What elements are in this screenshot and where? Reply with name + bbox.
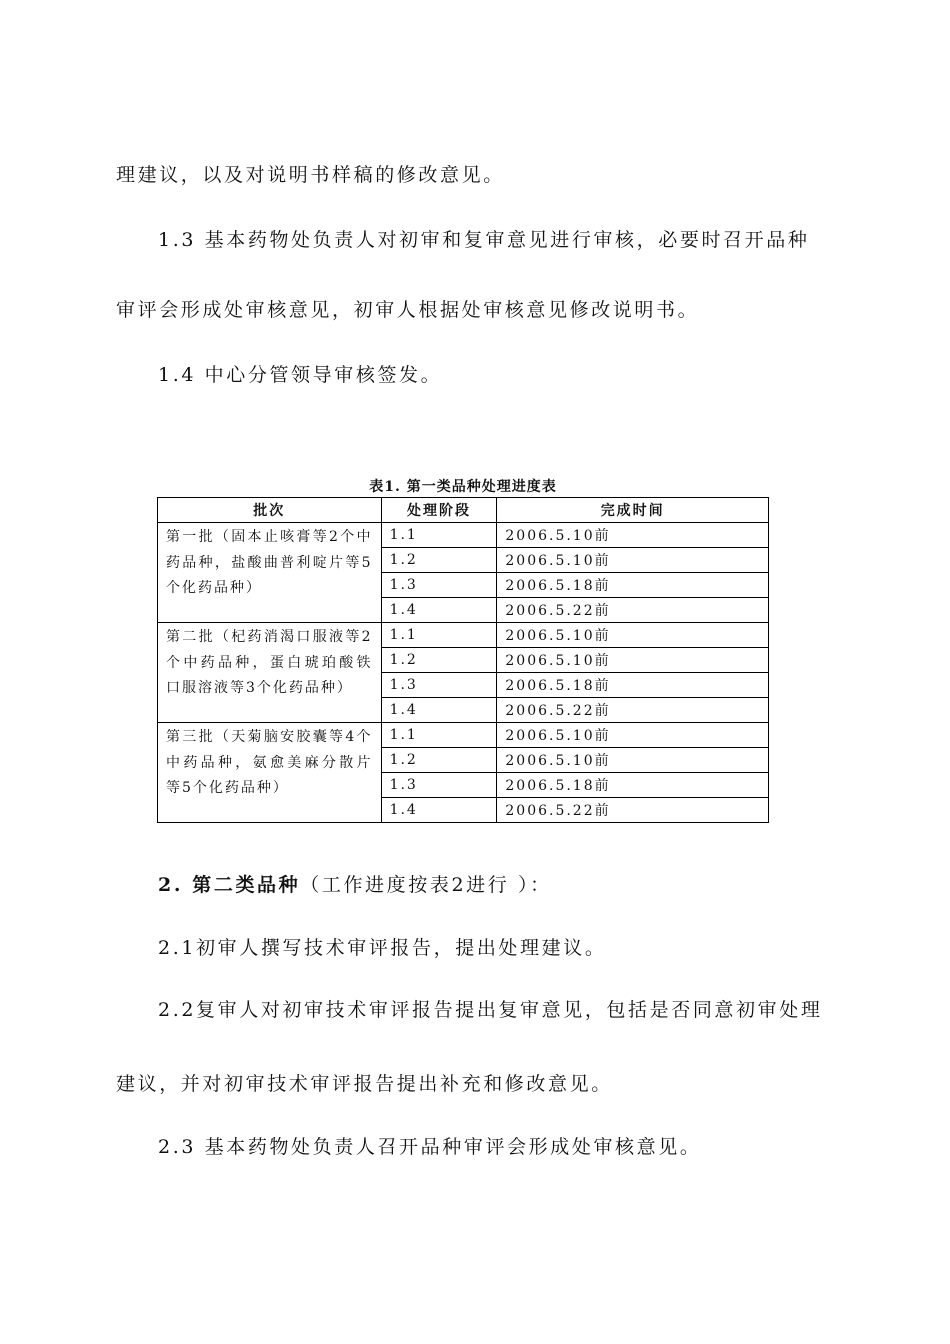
header-stage: 处理阶段 bbox=[381, 498, 497, 523]
stage-cell: 1.1 bbox=[381, 723, 497, 748]
header-batch: 批次 bbox=[158, 498, 382, 523]
date-cell: 2006.5.18前 bbox=[497, 673, 769, 698]
table-header-row bbox=[158, 498, 769, 523]
paragraph-2-3: 2.3 基本药物处负责人召开品种审评会形成处审核意见。 bbox=[158, 1136, 702, 1158]
date-cell: 2006.5.22前 bbox=[497, 698, 769, 723]
section-2-heading-note: （工作进度按表2进行 ）： bbox=[300, 874, 552, 896]
batch-cell: 第二批（杞药消渴口服液等2个中药品种，蛋白琥珀酸铁口服溶液等3个化药品种） bbox=[158, 623, 382, 723]
header-date: 完成时间 bbox=[497, 498, 769, 523]
date-cell: 2006.5.22前 bbox=[497, 798, 769, 823]
paragraph-1-3-line2: 审评会形成处审核意见，初审人根据处审核意见修改说明书。 bbox=[116, 299, 700, 321]
table-caption: 表1. 第一类品种处理进度表 bbox=[369, 479, 557, 495]
batch-cell: 第一批（固本止咳膏等2个中药品种，盐酸曲普利啶片等5个化药品种） bbox=[158, 523, 382, 623]
stage-cell: 1.3 bbox=[381, 573, 497, 598]
paragraph-1-4: 1.4 中心分管领导审核签发。 bbox=[158, 364, 443, 386]
date-cell: 2006.5.10前 bbox=[497, 723, 769, 748]
stage-cell: 1.1 bbox=[381, 623, 497, 648]
section-2-heading-line bbox=[158, 873, 552, 897]
paragraph-1-3-line1: 1.3 基本药物处负责人对初审和复审意见进行审核，必要时召开品种 bbox=[158, 229, 810, 251]
stage-cell: 1.3 bbox=[381, 773, 497, 798]
stage-cell: 1.4 bbox=[381, 798, 497, 823]
date-cell: 2006.5.18前 bbox=[497, 773, 769, 798]
stage-cell: 1.1 bbox=[381, 523, 497, 548]
table-row bbox=[158, 523, 769, 548]
stage-cell: 1.2 bbox=[381, 648, 497, 673]
stage-cell: 1.4 bbox=[381, 698, 497, 723]
table-row bbox=[158, 623, 769, 648]
date-cell: 2006.5.22前 bbox=[497, 598, 769, 623]
batch-cell: 第三批（天菊脑安胶囊等4个中药品种，氨愈美麻分散片等5个化药品种） bbox=[158, 723, 382, 823]
stage-cell: 1.2 bbox=[381, 548, 497, 573]
paragraph-2-2-line1: 2.2复审人对初审技术审评报告提出复审意见，包括是否同意初审处理 bbox=[158, 999, 823, 1021]
paragraph-2-2-line2: 建议，并对初审技术审评报告提出补充和修改意见。 bbox=[116, 1073, 613, 1095]
paragraph-continuation: 理建议，以及对说明书样稿的修改意见。 bbox=[116, 164, 505, 186]
date-cell: 2006.5.10前 bbox=[497, 548, 769, 573]
stage-cell: 1.3 bbox=[381, 673, 497, 698]
paragraph-2-1: 2.1初审人撰写技术审评报告，提出处理建议。 bbox=[158, 937, 607, 959]
stage-cell: 1.2 bbox=[381, 748, 497, 773]
section-2-heading: 2. 第二类品种 bbox=[158, 874, 301, 896]
progress-table bbox=[157, 497, 769, 823]
date-cell: 2006.5.10前 bbox=[497, 523, 769, 548]
date-cell: 2006.5.10前 bbox=[497, 648, 769, 673]
date-cell: 2006.5.18前 bbox=[497, 573, 769, 598]
table-row bbox=[158, 723, 769, 748]
date-cell: 2006.5.10前 bbox=[497, 623, 769, 648]
stage-cell: 1.4 bbox=[381, 598, 497, 623]
date-cell: 2006.5.10前 bbox=[497, 748, 769, 773]
